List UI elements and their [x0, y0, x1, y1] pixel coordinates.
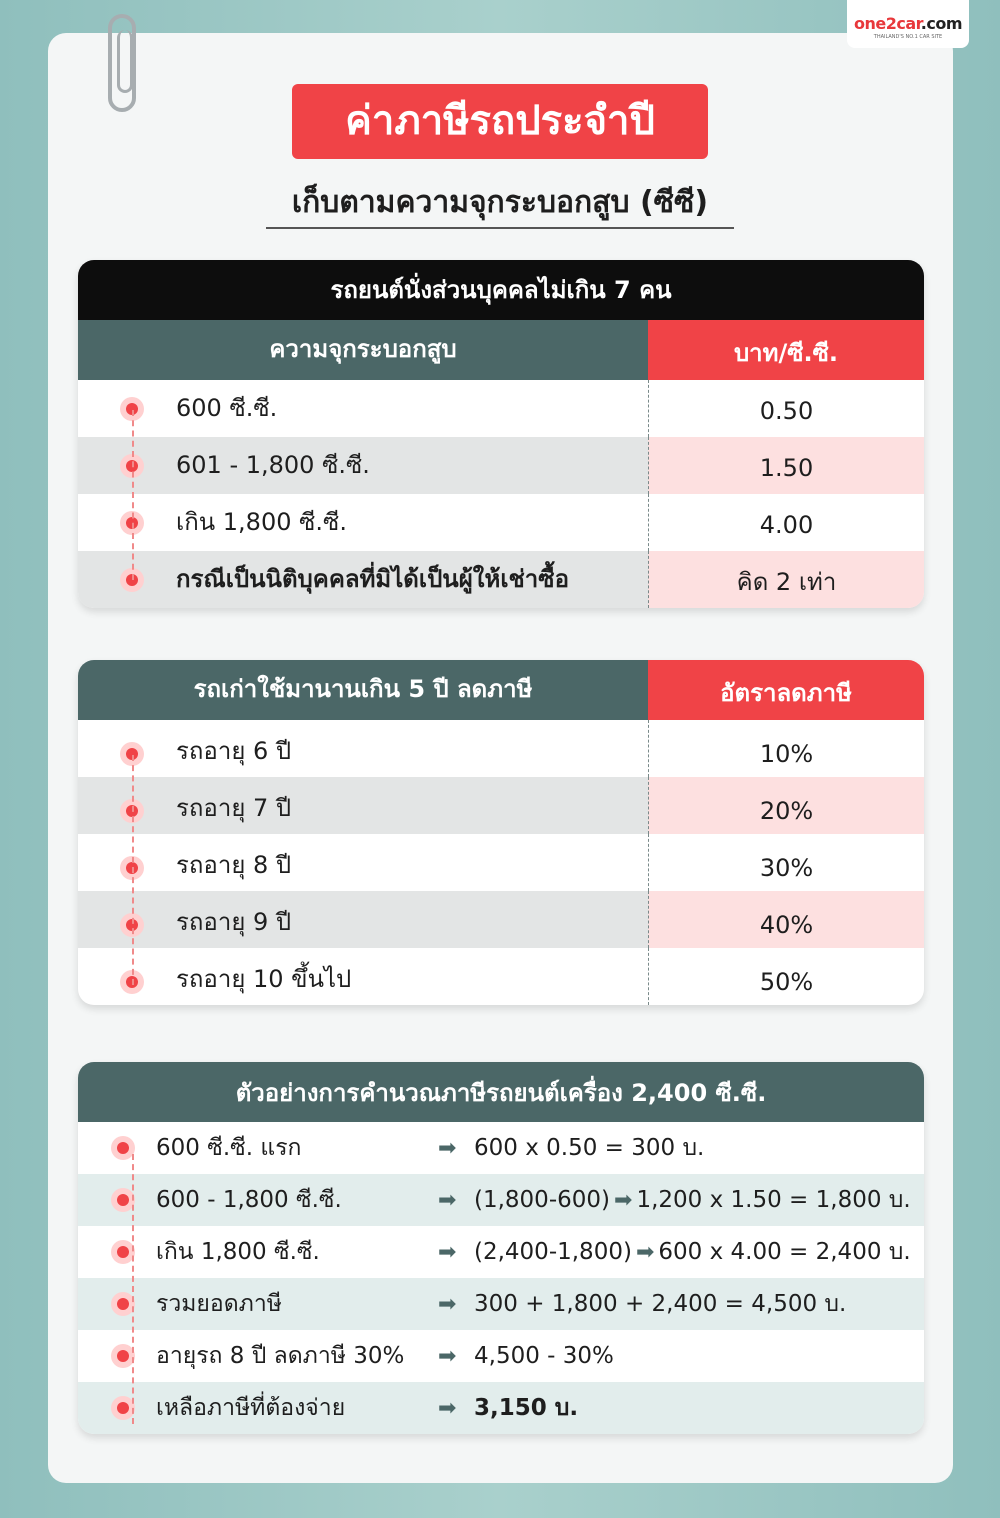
calc-value: [474, 1130, 924, 1166]
calc-result: 600 x 0.50 = 300 บ.: [474, 1135, 705, 1161]
arrow-right-icon: ➡: [438, 1239, 457, 1265]
table-row: [78, 891, 924, 948]
row-value: 20%: [648, 777, 924, 834]
age-discount-table: [78, 660, 924, 1005]
calc-value: [474, 1390, 924, 1426]
row-value: 40%: [648, 891, 924, 948]
row-value: คิด 2 เท่า: [648, 551, 924, 608]
arrow-right-icon: ➡: [614, 1187, 633, 1213]
calc-value: [474, 1234, 924, 1270]
arrow-right-icon: ➡: [438, 1291, 457, 1317]
row-value: 0.50: [648, 380, 924, 437]
table-row: [78, 494, 924, 551]
timeline-line: [132, 410, 134, 580]
calc-value: [474, 1182, 924, 1218]
table-row: [78, 720, 924, 777]
row-value: 30%: [648, 834, 924, 891]
calc-label: รวมยอดภาษี: [156, 1291, 282, 1317]
calc-label: 600 ซี.ซี. แรก: [156, 1135, 302, 1161]
row-value: 4.00: [648, 494, 924, 551]
calc-label: อายุรถ 8 ปี ลดภาษี 30%: [156, 1343, 405, 1369]
table-row: [78, 380, 924, 437]
timeline-line: [132, 755, 134, 985]
arrow-right-icon: ➡: [438, 1395, 457, 1421]
table-row: [78, 948, 924, 1005]
cc-rate-table: [78, 260, 924, 608]
calc-result: 4,500 - 30%: [474, 1343, 614, 1369]
arrow-right-icon: ➡: [438, 1343, 457, 1369]
calc-result: 600 x 4.00 = 2,400 บ.: [658, 1239, 911, 1265]
calculation-example-table: [78, 1062, 924, 1434]
calc-row: [78, 1226, 924, 1278]
calc-label: เกิน 1,800 ซี.ซี.: [156, 1239, 320, 1265]
calc-value: [474, 1286, 924, 1322]
calc-result: 300 + 1,800 + 2,400 = 4,500 บ.: [474, 1291, 847, 1317]
column-header-discount: อัตราลดภาษี: [648, 660, 924, 720]
paperclip-icon: [108, 14, 136, 112]
arrow-right-icon: ➡: [438, 1187, 457, 1213]
row-value: 1.50: [648, 437, 924, 494]
calc-row: [78, 1174, 924, 1226]
arrow-right-icon: ➡: [438, 1135, 457, 1161]
table-header: รถยนต์นั่งส่วนบุคคลไม่เกิน 7 คน: [78, 260, 924, 320]
row-label: กรณีเป็นนิติบุคคลที่มิได้เป็นผู้ให้เช่าซื้อ: [176, 565, 569, 593]
row-label: รถอายุ 9 ปี: [176, 908, 292, 936]
row-label: รถอายุ 7 ปี: [176, 794, 292, 822]
row-label: รถอายุ 8 ปี: [176, 851, 292, 879]
row-label: รถอายุ 6 ปี: [176, 737, 292, 765]
table-row: [78, 834, 924, 891]
logo-tagline: THAILAND'S NO.1 CAR SITE: [873, 34, 943, 40]
row-label: เกิน 1,800 ซี.ซี.: [176, 508, 347, 536]
calc-value: [474, 1343, 924, 1369]
calc-row: [78, 1122, 924, 1174]
row-label: 600 ซี.ซี.: [176, 394, 278, 422]
calc-label: เหลือภาษีที่ต้องจ่าย: [156, 1395, 346, 1421]
calc-result: 1,200 x 1.50 = 1,800 บ.: [636, 1187, 911, 1213]
calc-row: [78, 1382, 924, 1434]
table-row: [78, 777, 924, 834]
table-row: [78, 551, 924, 608]
column-header-row: [78, 660, 924, 720]
arrow-right-icon: ➡: [635, 1239, 655, 1265]
calc-result: 3,150 บ.: [474, 1395, 579, 1421]
calc-row: [78, 1330, 924, 1382]
page-subtitle: เก็บตามความจุกระบอกสูบ (ซีซี): [266, 181, 734, 229]
timeline-line: [132, 1154, 134, 1424]
table-row: [78, 437, 924, 494]
logo-text: one2car: [854, 14, 921, 33]
brand-logo[interactable]: [847, 0, 969, 48]
column-header-cc: ความจุกระบอกสูบ: [78, 320, 648, 380]
column-header-age: รถเก่าใช้มานานเกิน 5 ปี ลดภาษี: [78, 660, 648, 720]
calc-row: [78, 1278, 924, 1330]
table-header: ตัวอย่างการคำนวณภาษีรถยนต์เครื่อง 2,400 ซี.ซี.: [78, 1062, 924, 1122]
logo-domain: .com: [920, 14, 962, 33]
row-value: 10%: [648, 720, 924, 777]
page-title: ค่าภาษีรถประจำปี: [292, 84, 708, 159]
calc-subtraction: (1,800-600): [474, 1187, 610, 1213]
calc-subtraction: (2,400-1,800): [474, 1239, 632, 1265]
column-header-row: [78, 320, 924, 380]
row-value: 50%: [648, 948, 924, 1005]
row-label: รถอายุ 10 ขึ้นไป: [176, 965, 352, 993]
column-header-rate: บาท/ซี.ซี.: [648, 320, 924, 380]
row-label: 601 - 1,800 ซี.ซี.: [176, 451, 370, 479]
calc-label: 600 - 1,800 ซี.ซี.: [156, 1187, 342, 1213]
